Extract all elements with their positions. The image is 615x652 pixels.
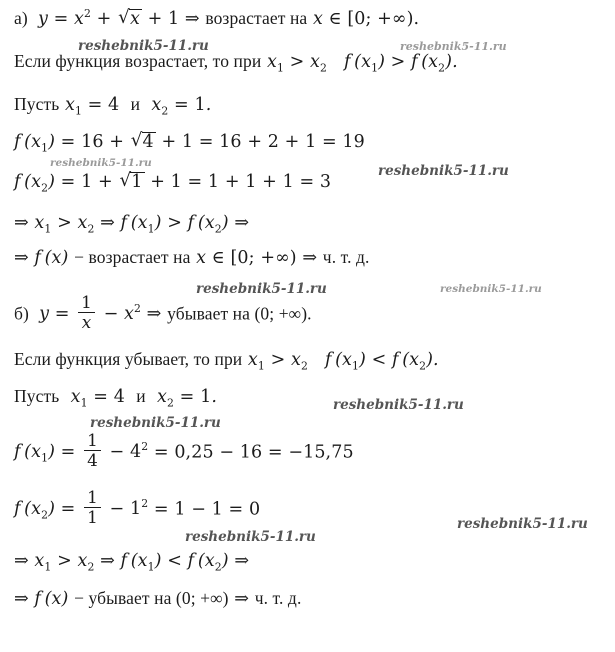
solution-line-b-f2: f $(x_2)$ = $\frac{1}{1}$ − $1^2 = 1 - 1 = 0$ [14, 487, 261, 528]
b-x2-value: 1 [200, 387, 212, 407]
and-word-b: и [136, 386, 146, 406]
solution-line-b-let: Пусть $x_1 = 4$ и $x_2 = 1$. [14, 386, 218, 410]
watermark: reshebnik5-11.ru [457, 516, 588, 532]
and-word-a: и [130, 94, 141, 114]
b-statement-tail: убывает на (0; +∞). [167, 303, 312, 324]
watermark: reshebnik5-11.ru [400, 40, 507, 53]
a-conclusion-mid: − возрастает на [74, 247, 191, 267]
let-word-a: Пусть [14, 94, 60, 114]
a-statement-tail: возрастает на [205, 7, 308, 28]
watermark: reshebnik5-11.ru [50, 157, 152, 169]
a-f2-result: + 1 = 1 + 1 + 1 = 3 [150, 172, 332, 192]
let-word-b: Пусть [14, 386, 60, 406]
a-qed: ч. т. д. [322, 247, 370, 267]
solution-line-a-f2: f $(x_2) = 1$ + √ 1 + 1 = 1 + 1 + 1 = 3 [14, 172, 331, 194]
solution-line-a-f1: f $(x_1) = 16$ + √ 4 + 1 = 16 + 2 + 1 = 19 [14, 132, 365, 154]
b-f1-result: = 0,25 − 16 = −15,75 [153, 442, 354, 463]
watermark: reshebnik5-11.ru [185, 529, 316, 545]
watermark: reshebnik5-11.ru [196, 281, 327, 297]
b-qed: ч. т. д. [254, 588, 302, 608]
solution-line-b-rule: Если функция убывает, то при $x_1 > x_2$ f $(x_1) < f$ $(x_2)$. [14, 349, 439, 373]
solution-line-a-statement: а) $y = x^2$ + √ x + 1 ⇒ возрастает на x ∈ [0; +∞). [14, 8, 419, 29]
solution-line-a-implication: ⇒ $x_1 > x_2$ ⇒ f $(x_1) > f$ $(x_2)$ ⇒ [14, 213, 250, 236]
item-label-b: б) [14, 303, 29, 324]
watermark: reshebnik5-11.ru [378, 163, 509, 179]
watermark: reshebnik5-11.ru [90, 415, 221, 431]
b-x1-value: 4 [113, 387, 125, 407]
b-conclusion-mid: − убывает на (0; +∞) [74, 588, 229, 608]
a-x1-value: 4 [108, 95, 120, 115]
solution-line-b-implication: ⇒ $x_1 > x_2$ ⇒ f $(x_1) < f$ $(x_2)$ ⇒ [14, 551, 250, 574]
solution-line-b-statement: б) y = $\frac{1}{x}$ − $x^2$ ⇒ убывает на (0; +∞). [14, 292, 312, 333]
solution-line-b-f1: f $(x_1)$ = $\frac{1}{4}$ − $4^2 = 0,25 - 16 = -15,75$ [14, 430, 354, 471]
a-conclusion-domain: [0; +∞) [230, 248, 297, 268]
watermark: reshebnik5-11.ru [78, 38, 209, 54]
a-f1-result: + 1 = 16 + 2 + 1 = 19 [161, 132, 365, 152]
a-domain: [0; +∞). [347, 8, 420, 29]
solution-line-a-conclusion: ⇒ f (x) − возрастает на x ∈ [0; +∞) ⇒ ч. т. д. [14, 247, 370, 268]
a-f1-value: 16 + [81, 132, 125, 152]
b-rule-text: Если функция убывает, то при [14, 349, 243, 369]
a-rule-text: Если функция возрастает, то при [14, 51, 262, 71]
b-f2-result: = 1 − 1 = 0 [153, 499, 261, 520]
solution-line-a-rule: Если функция возрастает, то при $x_1 > x_2$ f $(x_1) > f$ $(x_2)$. [14, 51, 458, 75]
watermark: reshebnik5-11.ru [440, 283, 542, 295]
solution-line-b-conclusion: ⇒ f (x) − убывает на (0; +∞) ⇒ ч. т. д. [14, 588, 302, 609]
solution-line-a-let: Пусть $x_1 = 4$ и $x_2 = 1$. [14, 94, 212, 118]
item-label-a: а) [14, 7, 28, 28]
a-x2-value: 1 [194, 95, 206, 115]
watermark: reshebnik5-11.ru [333, 397, 464, 413]
